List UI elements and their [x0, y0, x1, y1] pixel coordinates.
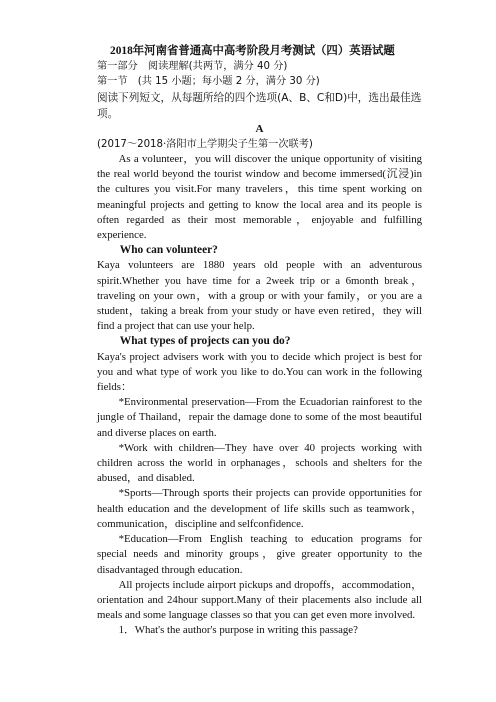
- passage-label: A: [255, 122, 264, 135]
- paragraph-environment: *Environmental preservation—From the Ecuadorian rainforest to the jungle of Thailand，repair the damage done to some of the most beautiful and diverse places on earth.: [97, 396, 422, 439]
- document-title: 2018年河南省普通高中高考阶段月考测试（四）英语试题: [110, 45, 395, 57]
- paragraph-sports: *Sports—Through sports their projects can provide opportunities for health education and the development of life skills such as teamwork，communication，discipline and selfconfidence.: [97, 487, 422, 530]
- paragraph-who: Kaya volunteers are 1880 years old people with an adventurous spirit.Whether you have time for a 2week trip or a 6month break，traveling on your own，with a group or with your family，or you are a student，taking a break from your study or have even retired，they will find a project that can use your help.: [97, 259, 422, 333]
- paragraph-includes: All projects include airport pickups and dropoffs，accommodation，orientation and 24hour support.Many of their placements also include all meals and some language classes so that you can get even more involved.: [97, 578, 422, 622]
- paragraph-children: *Work with children—They have over 40 projects working with children across the world in orphanages，schools and shelters for the abused，and disabled.: [97, 441, 422, 485]
- paragraph-intro: As a volunteer，you will discover the unique opportunity of visiting the real world beyond the tourist window and become immersed(沉浸)in the cultures you visit.For many travelers，this time spent working on meaningful projects and getting to know the local area and its people is often regarded as their most memorable，enjoyable and fulfilling experience.: [97, 153, 422, 242]
- paragraph-advisers: Kaya's project advisers work with you to decide which project is best for you and what type of work you like to do.You can work in the following fields：: [97, 350, 422, 394]
- subheading-who-can-volunteer: Who can volunteer?: [119, 244, 218, 257]
- passage-source: (2017～2018·洛阳市上学期尖子生第一次联考): [97, 138, 313, 150]
- subheading-project-types: What types of projects can you do?: [119, 335, 291, 348]
- question-1: 1．What's the author's purpose in writing this passage?: [118, 624, 358, 637]
- paragraph-education: *Education—From English teaching to education programs for special needs and minority groups，give greater opportunity to the disadvantaged through education.: [97, 533, 422, 576]
- part-heading: 第一部分 阅读理解(共两节，满分 40 分): [97, 61, 288, 73]
- section-heading: 第一节 (共 15 小题；每小题 2 分，满分 30 分): [97, 76, 320, 88]
- instruction-text: 阅读下列短文，从每题所给的四个选项(A、B、C和D)中，选出最佳选项。: [97, 91, 422, 120]
